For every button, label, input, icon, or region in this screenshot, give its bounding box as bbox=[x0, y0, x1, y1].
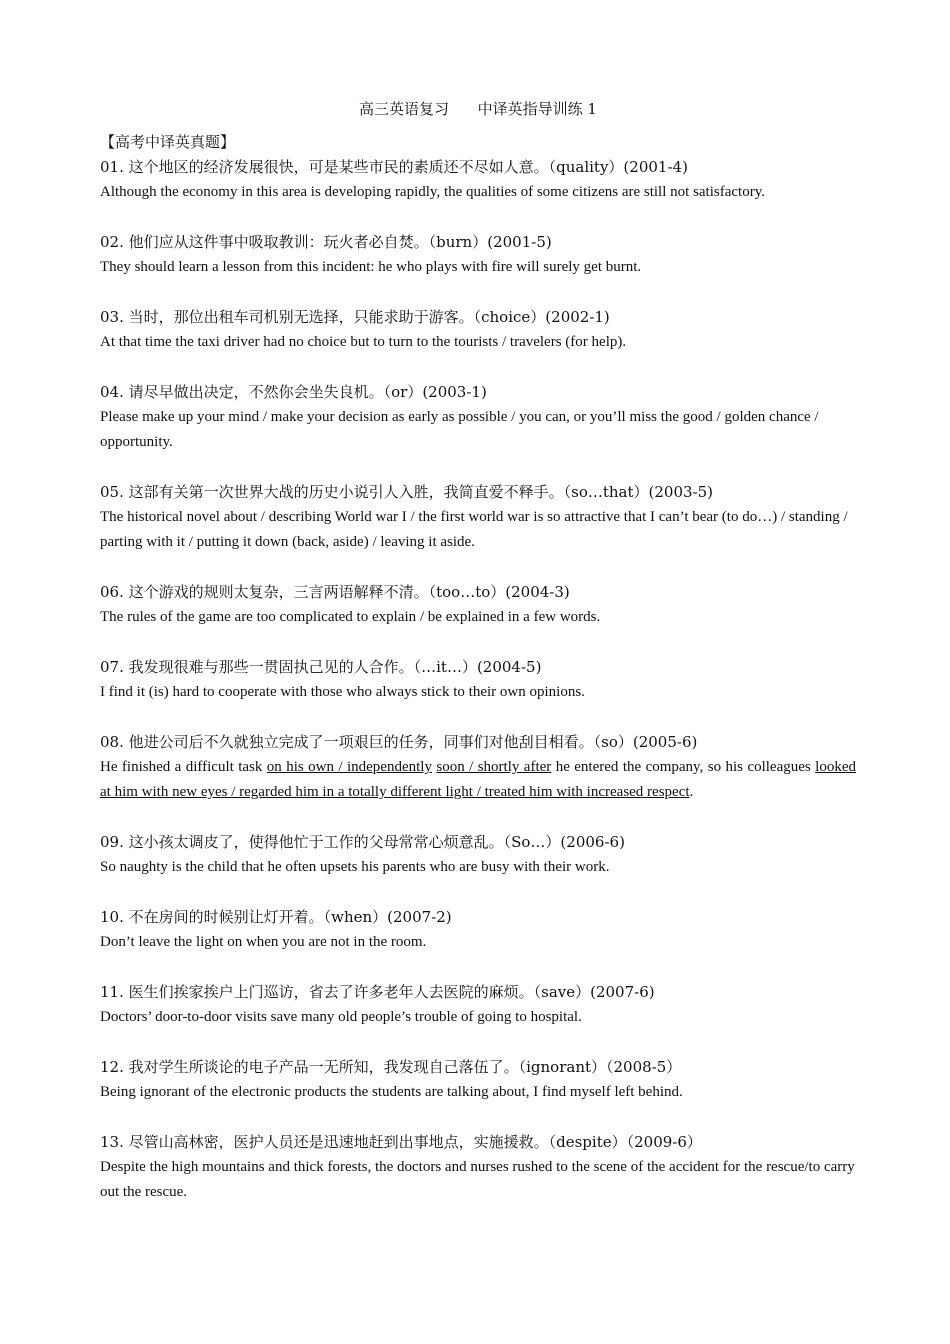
chinese-sentence: 10. 不在房间的时候别让灯开着。（when）(2007-2) bbox=[100, 908, 452, 926]
underlined-phrase: soon / shortly after bbox=[436, 759, 552, 775]
chinese-sentence: 03. 当时，那位出租车司机别无选择，只能求助于游客。（choice）(2002-1) bbox=[100, 308, 610, 326]
chinese-sentence: 12. 我对学生所谈论的电子产品一无所知，我发现自己落伍了。（ignorant）（2008-5） bbox=[100, 1058, 682, 1076]
chinese-sentence: 05. 这部有关第一次世界大战的历史小说引人入胜，我简直爱不释手。（so…that）(2003-5) bbox=[100, 483, 714, 501]
exercise-item-12 bbox=[100, 1055, 856, 1105]
english-translation: Please make up your mind / make your decision as early as possible / you can, or you’ll miss the good / golden chance / opportunity. bbox=[100, 409, 819, 450]
exercise-item-08 bbox=[100, 730, 856, 805]
english-translation: The historical novel about / describing World war I / the first world war is so attractive that I can’t bear (to do…) / standing / parting with it / putting it down (back, aside) / leaving it aside. bbox=[100, 509, 848, 550]
translation-text: He finished a difficult task bbox=[100, 759, 267, 775]
chinese-sentence: 08. 他进公司后不久就独立完成了一项艰巨的任务，同事们对他刮目相看。（so）(2005-6) bbox=[100, 733, 698, 751]
underlined-phrase: looked at him with new eyes / regarded him in a totally different light / treated him with increased respect bbox=[100, 759, 856, 800]
exercise-item-05 bbox=[100, 480, 856, 555]
chinese-sentence: 01. 这个地区的经济发展很快，可是某些市民的素质还不尽如人意。（quality）(2001-4) bbox=[100, 158, 688, 176]
english-translation bbox=[100, 755, 856, 805]
exercise-item-06 bbox=[100, 580, 856, 630]
english-translation: So naughty is the child that he often upsets his parents who are busy with their work. bbox=[100, 859, 610, 875]
chinese-sentence: 02. 他们应从这件事中吸取教训：玩火者必自焚。（burn）(2001-5) bbox=[100, 233, 552, 251]
chinese-sentence: 13. 尽管山高林密，医护人员还是迅速地赶到出事地点，实施援救。（despite）（2009-6） bbox=[100, 1133, 702, 1151]
exercise-item-10 bbox=[100, 905, 856, 955]
english-translation: At that time the taxi driver had no choice but to turn to the tourists / travelers (for help). bbox=[100, 334, 627, 350]
chinese-sentence: 09. 这小孩太调皮了，使得他忙于工作的父母常常心烦意乱。（So…）(2006-6) bbox=[100, 833, 625, 851]
english-translation: They should learn a lesson from this incident: he who plays with fire will surely get burnt. bbox=[100, 259, 642, 275]
chinese-sentence: 07. 我发现很难与那些一贯固执己见的人合作。（…it…）(2004-5) bbox=[100, 658, 542, 676]
chinese-sentence: 06. 这个游戏的规则太复杂，三言两语解释不清。（too…to）(2004-3) bbox=[100, 583, 570, 601]
english-translation: The rules of the game are too complicated to explain / be explained in a few words. bbox=[100, 609, 601, 625]
chinese-sentence: 11. 医生们挨家挨户上门巡访，省去了许多老年人去医院的麻烦。（save）(2007-6) bbox=[100, 983, 655, 1001]
english-translation: Despite the high mountains and thick forests, the doctors and nurses rushed to the scene of the accident for the rescue/to carry out the rescue. bbox=[100, 1159, 855, 1200]
exercise-item-11 bbox=[100, 980, 856, 1030]
underlined-phrase: on his own / independently bbox=[266, 759, 432, 775]
section-heading: 【高考中译英真题】 bbox=[100, 133, 236, 151]
english-translation: Don’t leave the light on when you are not in the room. bbox=[100, 934, 427, 950]
page-title: 高三英语复习 中译英指导训练 1 bbox=[359, 100, 597, 118]
exercise-item-04 bbox=[100, 380, 856, 455]
translation-text: he entered the company, so his colleagues bbox=[551, 759, 816, 775]
exercise-item-07 bbox=[100, 655, 856, 705]
translation-text: . bbox=[689, 784, 694, 800]
exercise-item-01 bbox=[100, 155, 856, 205]
exercise-item-03 bbox=[100, 305, 856, 355]
english-translation: Being ignorant of the electronic products the students are talking about, I find myself left behind. bbox=[100, 1084, 683, 1100]
chinese-sentence: 04. 请尽早做出决定，不然你会坐失良机。（or）(2003-1) bbox=[100, 383, 487, 401]
document-page bbox=[100, 97, 856, 1230]
exercise-item-13 bbox=[100, 1130, 856, 1205]
english-translation: Although the economy in this area is developing rapidly, the qualities of some citizens are still not satisfactory. bbox=[100, 184, 765, 200]
exercise-item-02 bbox=[100, 230, 856, 280]
exercise-item-09 bbox=[100, 830, 856, 880]
english-translation: Doctors’ door-to-door visits save many old people’s trouble of going to hospital. bbox=[100, 1009, 582, 1025]
english-translation: I find it (is) hard to cooperate with those who always stick to their own opinions. bbox=[100, 684, 585, 700]
